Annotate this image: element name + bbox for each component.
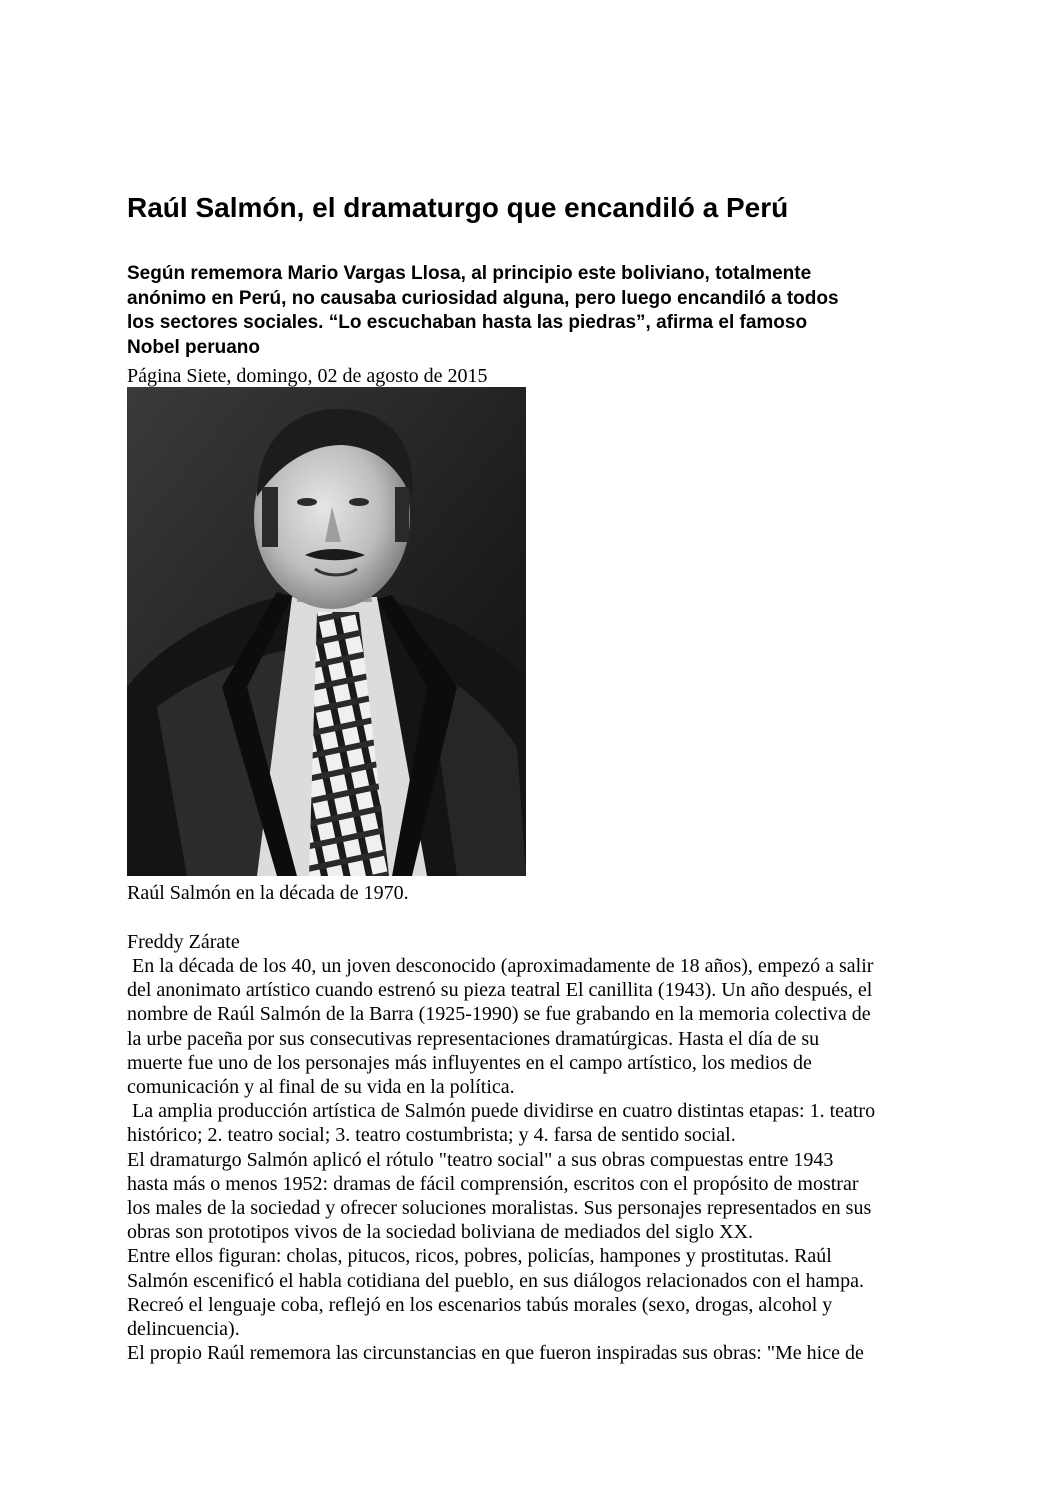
body-line: la urbe paceña por sus consecutivas representaciones dramatúrgicas. Hasta el día de su [127, 1027, 820, 1050]
body-line: nombre de Raúl Salmón de la Barra (1925-1990) se fue grabando en la memoria colectiva de [127, 1003, 871, 1026]
body-line: del anonimato artístico cuando estrenó su pieza teatral El canillita (1943). Un año después, el [127, 979, 873, 1002]
subtitle-line: anónimo en Perú, no causaba curiosidad alguna, pero luego encandiló a todos [127, 287, 839, 309]
body-line: En la década de los 40, un joven desconocido (aproximadamente de 18 años), empezó a salir [127, 955, 874, 977]
body-line: hasta más o menos 1952: dramas de fácil comprensión, escritos con el propósito de mostrar [127, 1172, 859, 1195]
subtitle-line: Según rememora Mario Vargas Llosa, al principio este boliviano, totalmente [127, 263, 812, 284]
article-subtitle [127, 262, 957, 360]
article-body [127, 954, 957, 1365]
body-line: El dramaturgo Salmón aplicó el rótulo "teatro social" a sus obras compuestas entre 1943 [127, 1148, 834, 1171]
dateline: Página Siete, domingo, 02 de agosto de 2015 [127, 365, 488, 387]
body-line: La amplia producción artística de Salmón puede dividirse en cuatro distintas etapas: 1. teatro [127, 1100, 876, 1123]
portrait-photo-drawing [127, 387, 526, 876]
article-title: Raúl Salmón, el dramaturgo que encandiló a Perú [127, 192, 789, 223]
body-line: Salmón escenificó el habla cotidiana del pueblo, en sus diálogos relacionados con el hampa. [127, 1269, 864, 1292]
body-line: los males de la sociedad y ofrecer soluciones moralistas. Sus personajes representados en sus [127, 1197, 872, 1220]
photo-caption: Raúl Salmón en la década de 1970. [127, 882, 409, 904]
body-line: muerte fue uno de los personajes más influyentes en el campo artístico, los medios de [127, 1051, 812, 1074]
body-line: El propio Raúl rememora las circunstancias en que fueron inspiradas sus obras: "Me hice de [127, 1342, 864, 1365]
body-line: histórico; 2. teatro social; 3. teatro costumbrista; y 4. farsa de sentido social. [127, 1124, 736, 1147]
author-name: Freddy Zárate [127, 931, 240, 953]
subtitle-line: Nobel peruano [127, 336, 261, 358]
portrait-photo [127, 387, 526, 876]
body-line: Entre ellos figuran: cholas, pitucos, ricos, pobres, policías, hampones y prostitutas. Raúl [127, 1245, 832, 1268]
subtitle-line: los sectores sociales. “Lo escuchaban hasta las piedras”, afirma el famoso [127, 312, 808, 333]
body-line: delincuencia). [127, 1318, 240, 1341]
body-line: obras son prototipos vivos de la sociedad boliviana de mediados del siglo XX. [127, 1221, 754, 1244]
body-line: Recreó el lenguaje coba, reflejó en los escenarios tabús morales (sexo, drogas, alcohol y [127, 1293, 833, 1316]
body-line: comunicación y al final de su vida en la política. [127, 1076, 515, 1099]
